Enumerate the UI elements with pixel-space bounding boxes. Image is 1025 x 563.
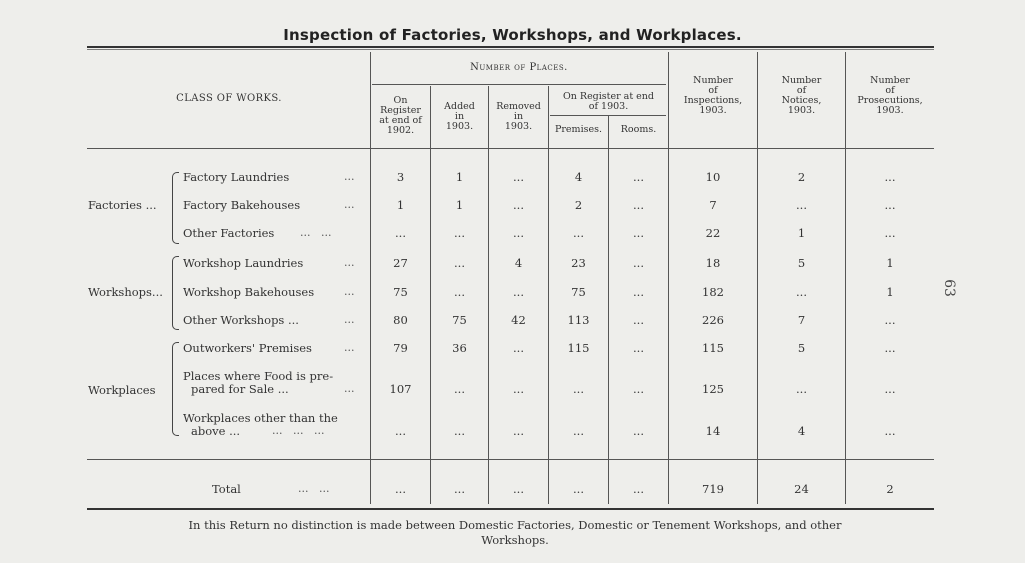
cell-inspections: 115 <box>702 341 724 355</box>
cell-premises: 2 <box>574 198 583 212</box>
group-label-workplaces: Workplaces <box>88 383 156 397</box>
cell-inspections: 14 <box>705 424 721 438</box>
header-line <box>372 84 666 85</box>
header-on-register-1903: On Register at end of 1903. <box>562 91 655 112</box>
brace-factories <box>172 172 179 244</box>
cell-removed: ... <box>513 226 524 240</box>
cell-reg1902: 75 <box>393 285 408 299</box>
group-label-workshops: Workshops... <box>88 285 163 299</box>
cell-inspections: 7 <box>709 198 717 212</box>
row-label: Workplaces other than the <box>183 411 338 425</box>
row-label: Other Factories <box>183 226 275 240</box>
row-dots: ... <box>344 256 355 269</box>
cell-rooms: ... <box>633 256 644 270</box>
cell-added: ... <box>454 285 465 299</box>
total-top-line <box>87 459 934 460</box>
footer-note: In this Return no distinction is made between Domestic Factories, Domestic or Tenement Workshops, and other Workshops. <box>188 518 842 547</box>
cell-notices: 5 <box>797 256 806 270</box>
cell-notices: ... <box>796 198 807 212</box>
cell-premises: ... <box>573 226 584 240</box>
total-cell-rooms: ... <box>633 482 644 496</box>
cell-added: ... <box>454 256 465 270</box>
cell-removed: ... <box>513 285 524 299</box>
cell-rooms: ... <box>633 170 644 184</box>
row-label: Other Workshops ... <box>183 313 299 327</box>
total-cell-premises: ... <box>573 482 584 496</box>
header-notices: Number of Notices, 1903. <box>781 75 822 116</box>
cell-added: 1 <box>455 198 464 212</box>
cell-inspections: 18 <box>705 256 721 270</box>
cell-removed: ... <box>513 170 524 184</box>
row-dots: ... ... <box>300 226 332 239</box>
cell-prosecutions: ... <box>884 198 896 212</box>
row-dots: ... ... ... <box>272 424 325 437</box>
group-label-factories: Factories ... <box>88 198 157 212</box>
cell-notices: 4 <box>797 424 806 438</box>
cell-prosecutions: ... <box>884 424 896 438</box>
cell-inspections: 182 <box>702 285 724 299</box>
cell-rooms: ... <box>633 285 644 299</box>
header-on-register-1902: On Register at end of 1902. <box>379 95 422 136</box>
header-removed: Removed in 1903. <box>496 101 541 132</box>
cell-prosecutions: ... <box>884 313 896 327</box>
cell-prosecutions: ... <box>884 226 896 240</box>
cell-premises: 23 <box>571 256 586 270</box>
cell-notices: 2 <box>797 170 806 184</box>
row-label: Places where Food is pre- <box>183 369 334 383</box>
cell-premises: 75 <box>571 285 586 299</box>
cell-removed: ... <box>513 198 524 212</box>
row-dots: ... <box>344 313 355 326</box>
header-rooms: Rooms. <box>620 124 657 135</box>
cell-removed: ... <box>513 341 524 355</box>
page-number: 63 <box>940 279 957 297</box>
cell-premises: 115 <box>567 341 590 355</box>
header-number-of-places: Number of Places. <box>470 62 568 73</box>
row-label: Workshop Laundries <box>183 256 304 270</box>
cell-notices: 7 <box>797 313 806 327</box>
row-label: Factory Bakehouses <box>183 198 301 212</box>
header-premises: Premises. <box>555 124 602 135</box>
brace-workshops <box>172 256 179 330</box>
cell-rooms: ... <box>633 382 644 396</box>
header-class-of-works: CLASS OF WORKS. <box>176 93 282 104</box>
cell-notices: ... <box>796 285 807 299</box>
cell-notices: ... <box>796 382 807 396</box>
cell-reg1902: 27 <box>393 256 408 270</box>
cell-rooms: ... <box>633 226 644 240</box>
cell-added: ... <box>454 226 465 240</box>
row-dots: ... <box>344 198 355 211</box>
row-dots: ... <box>344 341 355 354</box>
cell-prosecutions: 1 <box>886 285 894 299</box>
cell-added: ... <box>454 424 465 438</box>
cell-premises: ... <box>573 424 584 438</box>
brace-workplaces <box>172 342 179 436</box>
row-label: Factory Laundries <box>183 170 290 184</box>
cell-rooms: ... <box>633 198 644 212</box>
row-dots: ... <box>344 285 355 298</box>
cell-added: ... <box>454 382 465 396</box>
row-label-cont: pared for Sale ... <box>191 382 289 396</box>
cell-premises: 113 <box>567 313 590 327</box>
cell-premises: ... <box>573 382 584 396</box>
cell-rooms: ... <box>633 341 644 355</box>
total-cell-notices: 24 <box>794 482 809 496</box>
row-label: Outworkers' Premises <box>183 341 312 355</box>
total-cell-inspections: 719 <box>702 482 724 496</box>
top-rule-thin <box>87 49 934 50</box>
cell-added: 75 <box>452 313 467 327</box>
cell-reg1902: ... <box>395 424 406 438</box>
row-dots: ... <box>344 170 355 183</box>
cell-inspections: 10 <box>705 170 721 184</box>
cell-removed: 42 <box>511 313 526 327</box>
cell-notices: 5 <box>797 341 806 355</box>
header-inspections: Number of Inspections, 1903. <box>683 75 743 116</box>
cell-reg1902: 3 <box>396 170 405 184</box>
cell-inspections: 125 <box>702 382 724 396</box>
page-title: Inspection of Factories, Workshops, and Workplaces. <box>283 26 742 44</box>
total-dots: ... ... <box>298 482 330 495</box>
bottom-rule <box>87 508 934 510</box>
cell-rooms: ... <box>633 424 644 438</box>
cell-notices: 1 <box>797 226 806 240</box>
row-label: Workshop Bakehouses <box>183 285 315 299</box>
cell-prosecutions: 1 <box>886 256 894 270</box>
cell-removed: ... <box>513 382 524 396</box>
cell-reg1902: 1 <box>396 198 405 212</box>
total-cell-reg1902: ... <box>395 482 406 496</box>
cell-inspections: 226 <box>702 313 724 327</box>
total-cell-prosecutions: 2 <box>886 482 894 496</box>
row-dots: ... <box>344 382 355 395</box>
total-cell-removed: ... <box>513 482 524 496</box>
cell-prosecutions: ... <box>884 170 896 184</box>
row-label-cont: above ... <box>191 424 241 438</box>
cell-removed: 4 <box>514 256 523 270</box>
cell-reg1902: 107 <box>389 382 412 396</box>
cell-prosecutions: ... <box>884 382 896 396</box>
header-prosecutions: Number of Prosecutions, 1903. <box>857 75 923 116</box>
cell-prosecutions: ... <box>884 341 896 355</box>
total-cell-added: ... <box>454 482 465 496</box>
cell-removed: ... <box>513 424 524 438</box>
cell-premises: 4 <box>574 170 583 184</box>
cell-reg1902: ... <box>395 226 406 240</box>
header-added: Added in 1903. <box>444 101 475 132</box>
cell-added: 1 <box>455 170 464 184</box>
header-line <box>550 115 666 116</box>
cell-added: 36 <box>452 341 467 355</box>
cell-rooms: ... <box>633 313 644 327</box>
top-rule <box>87 46 934 48</box>
total-label: Total <box>212 482 241 496</box>
cell-inspections: 22 <box>705 226 721 240</box>
header-bottom-line <box>87 148 934 149</box>
cell-reg1902: 79 <box>393 341 408 355</box>
cell-reg1902: 80 <box>393 313 408 327</box>
